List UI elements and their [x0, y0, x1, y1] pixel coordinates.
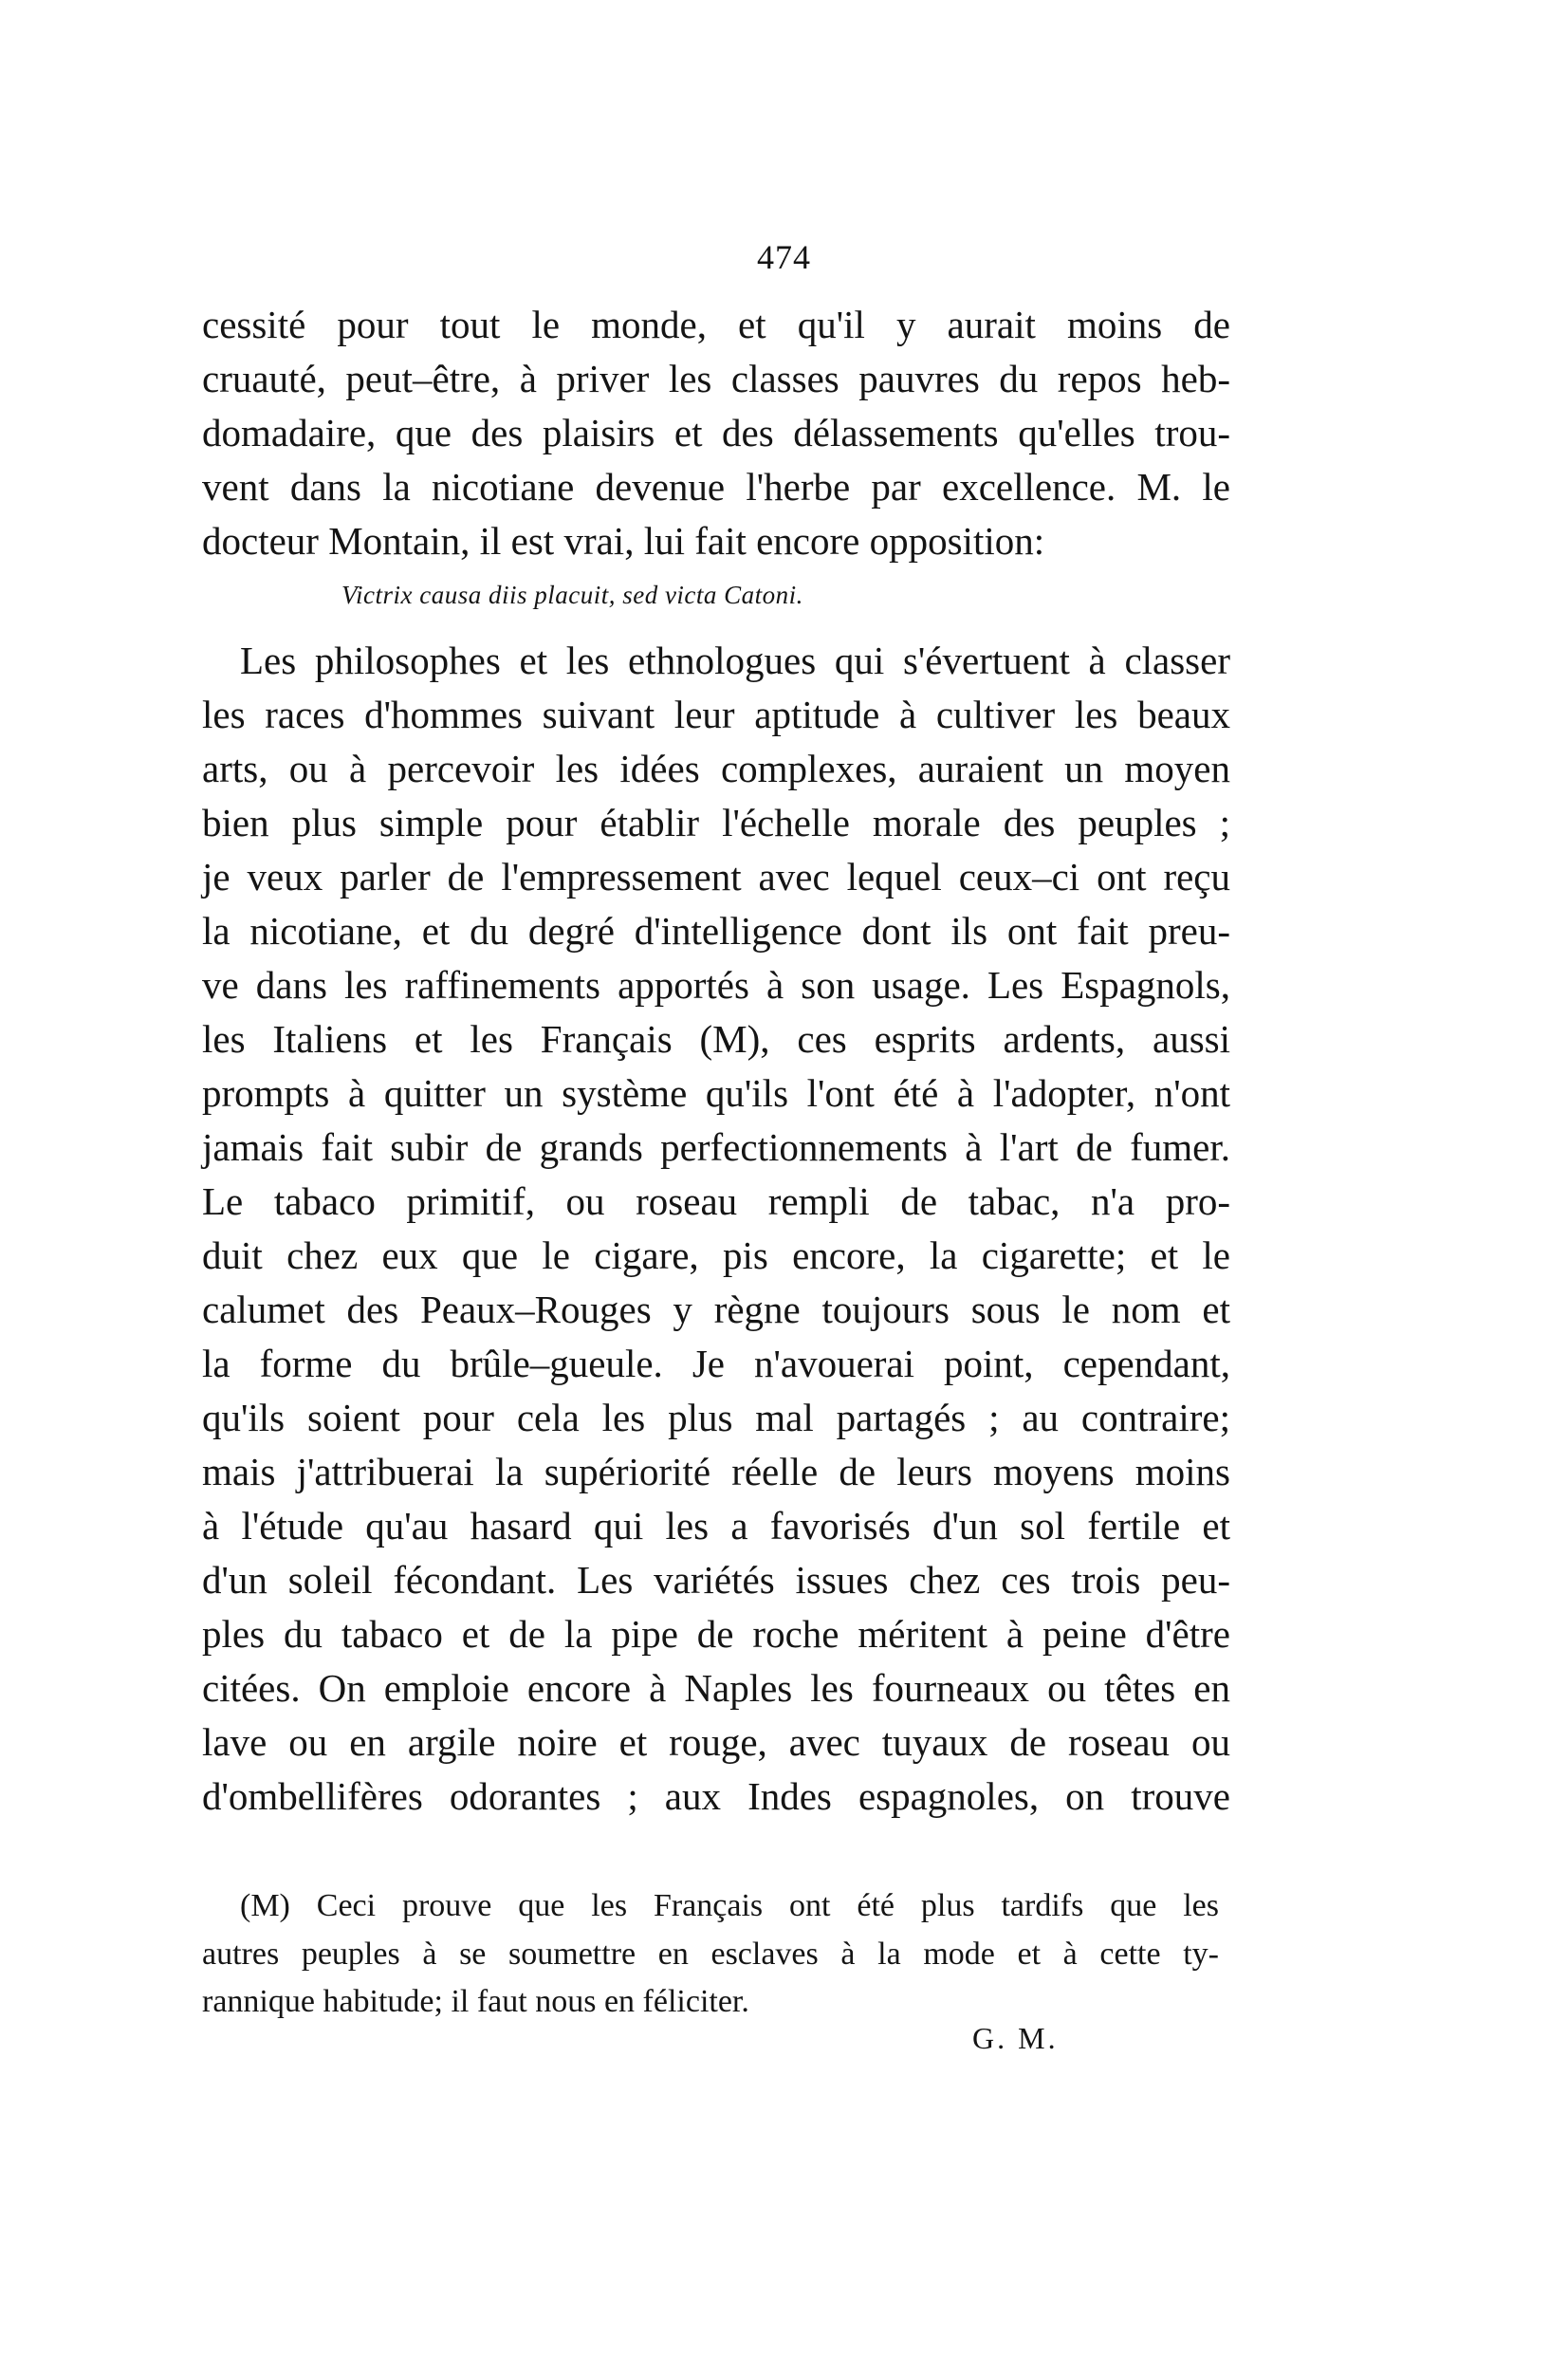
text-line: ples du tabaco et de la pipe de roche méritent à peine d'être — [202, 1612, 1230, 1656]
text-line: cessité pour tout le monde, et qu'il y aurait moins de — [202, 303, 1230, 346]
paragraph — [202, 634, 1230, 1824]
text-line: rannique habitude; il faut nous en féliciter. — [202, 1984, 749, 2020]
text-line: la forme du brûle–gueule. Je n'avouerai point, cependant, — [202, 1342, 1230, 1385]
footnote — [202, 1882, 1219, 2027]
text-line: autres peuples à se soumettre en esclaves à la mode et à cette ty- — [202, 1936, 1219, 1972]
text-line: d'ombellifères odorantes ; aux Indes espagnoles, on trouve — [202, 1774, 1230, 1818]
text-line: je veux parler de l'empressement avec lequel ceux–ci ont reçu — [202, 855, 1230, 899]
footnote-signature: G. M. — [972, 2021, 1059, 2055]
continued-text — [202, 298, 1230, 568]
text-line: (M) Ceci prouve que les Français ont été plus tardifs que les — [240, 1888, 1219, 1923]
text-line: lave ou en argile noire et rouge, avec tuyaux de roseau ou — [202, 1720, 1230, 1764]
text-line: ve dans les raffinements apportés à son usage. Les Espagnols, — [202, 963, 1230, 1007]
text-line: les races d'hommes suivant leur aptitude à cultiver les beaux — [202, 693, 1230, 736]
text-line: à l'étude qu'au hasard qui les a favorisés d'un sol fertile et — [202, 1504, 1230, 1548]
text-line: calumet des Peaux–Rouges y règne toujours sous le nom et — [202, 1288, 1230, 1331]
text-line: vent dans la nicotiane devenue l'herbe par excellence. M. le — [202, 465, 1230, 509]
latin-quote: Victrix causa diis placuit, sed victa Catoni. — [341, 581, 803, 609]
text-line: Le tabaco primitif, ou roseau rempli de tabac, n'a pro- — [202, 1179, 1230, 1223]
text-line: mais j'attribuerai la supériorité réelle de leurs moyens moins — [202, 1450, 1230, 1493]
text-line: les Italiens et les Français (M), ces esprits ardents, aussi — [202, 1017, 1230, 1061]
text-line: la nicotiane, et du degré d'intelligence dont ils ont fait preu- — [202, 909, 1230, 953]
text-line: jamais fait subir de grands perfectionnements à l'art de fumer. — [202, 1125, 1230, 1169]
page-number: 474 — [757, 238, 811, 276]
text-line: prompts à quitter un système qu'ils l'ont été à l'adopter, n'ont — [202, 1071, 1230, 1115]
text-line: d'un soleil fécondant. Les variétés issues chez ces trois peu- — [202, 1558, 1230, 1602]
text-line: arts, ou à percevoir les idées complexes, auraient un moyen — [202, 747, 1230, 790]
text-line: Les philosophes et les ethnologues qui s'évertuent à classer — [240, 639, 1230, 682]
text-line: domadaire, que des plaisirs et des délassements qu'elles trou- — [202, 411, 1230, 454]
text-line: bien plus simple pour établir l'échelle morale des peuples ; — [202, 801, 1230, 844]
text-line: cruauté, peut–être, à priver les classes pauvres du repos heb- — [202, 357, 1230, 400]
text-line: citées. On emploie encore à Naples les fourneaux ou têtes en — [202, 1666, 1230, 1710]
text-line: qu'ils soient pour cela les plus mal partagés ; au contraire; — [202, 1396, 1230, 1439]
text-line: duit chez eux que le cigare, pis encore, la cigarette; et le — [202, 1233, 1230, 1277]
text-line: docteur Montain, il est vrai, lui fait encore opposition: — [202, 519, 1045, 563]
